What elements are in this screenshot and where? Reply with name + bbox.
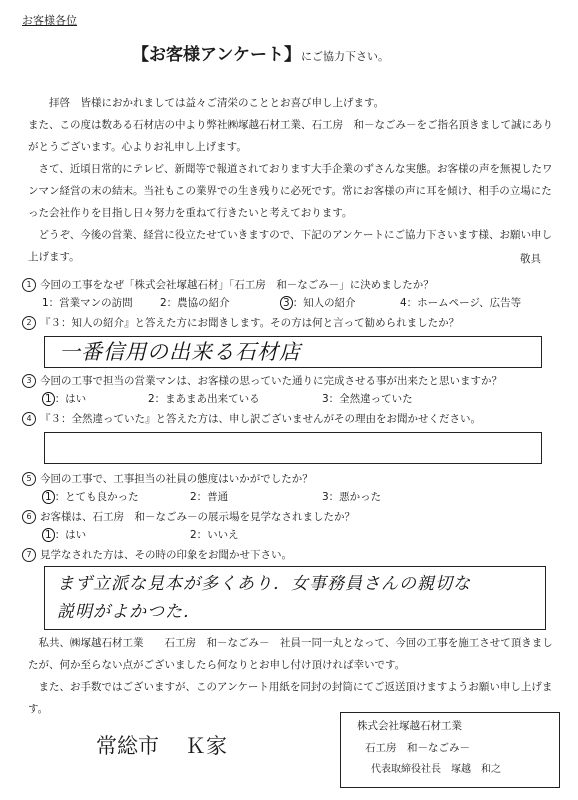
survey-title (132, 40, 389, 65)
q3-option-1-label: ：はい (54, 393, 87, 405)
selected-mark: 1 (42, 392, 55, 406)
q5-option-3[interactable]: 3：悪かった (322, 491, 382, 503)
title-suffix: にご協力下さい。 (300, 50, 389, 63)
closing-word: 敬具 (520, 253, 541, 265)
q5-option-1-selected[interactable] (42, 490, 139, 504)
question-6 (22, 510, 355, 524)
question-number: 4 (22, 412, 36, 426)
signature-representative: 代表取締役社長 塚越 和之 (371, 764, 501, 775)
q7-answer-line1: まず立派な見本が多くあり．女事務員さんの親切な (57, 574, 471, 594)
q3-option-1-selected[interactable] (42, 392, 86, 406)
customer-family: Ｋ家 (185, 734, 227, 758)
salutation: お客様各位 (22, 14, 77, 27)
question-text: 今回の工事で、工事担当の社員の態度はいかがでしたか？ (40, 473, 313, 485)
q4-answer-box[interactable] (44, 432, 542, 464)
question-number: 5 (22, 472, 36, 486)
q1-option-3-label: ：知人の紹介 (292, 297, 356, 309)
q7-answer-line2: 説明がよかつた． (57, 602, 201, 622)
question-number: 2 (22, 316, 36, 330)
customer-city: 常総市 (96, 734, 159, 758)
q5-option-1-label: ：とても良かった (54, 491, 139, 503)
intro-p3: さて、近頃日常的にテレビ、新聞等で報道されております大手企業のずさんな実態。お客様の声を無視したワンマン経営の末の結末。当社もこの業界での生き残りに必死です。常にお客様の声に耳を傾け、相手の立場にたった会社作りを目指し日々努力を重ねて行きたいと考えております。 (28, 163, 553, 219)
signature-company: 株式会社塚越石材工業 (357, 720, 462, 732)
question-text: お客様は、石工房 和－なごみ－の展示場を見学なされましたか？ (40, 511, 355, 523)
intro-p4: どうぞ、今後の営業、経営に役立たせていきますので、下記のアンケートにご協力下さいます様、お願い申し上げます。 (28, 229, 552, 263)
q6-option-2[interactable]: 2：いいえ (190, 529, 239, 541)
question-1 (22, 278, 434, 292)
q2-answer: 一番信用の出来る石材店 (59, 340, 301, 364)
question-text: 今回の工事で担当の営業マンは、お客様の思っていた通りに完成させる事が出来たと思いますか？ (40, 375, 502, 387)
selected-mark: 1 (42, 490, 55, 504)
question-number: 6 (22, 510, 36, 524)
intro (28, 92, 556, 268)
q5-option-2[interactable]: 2：普通 (190, 491, 229, 503)
question-number: 1 (22, 278, 36, 292)
footer-text (28, 632, 556, 720)
q1-option-3-selected[interactable] (280, 296, 356, 310)
question-4 (22, 412, 481, 426)
question-2 (22, 316, 459, 330)
q6-option-1-label: ：はい (54, 529, 87, 541)
title-main: 【お客様アンケート】 (132, 45, 301, 65)
footer-p1: 私共、㈱塚越石材工業 石工房 和－なごみ－ 社員一同一丸となって、今回の工事を施工させて頂きましたが、何か至らない点がございましたら何なりとお申し付け頂ければ幸いです。 (28, 637, 553, 671)
q1-option-4[interactable]: 4：ホームページ、広告等 (400, 297, 522, 309)
q3-option-2[interactable]: 2：まあまあ出来ている (148, 393, 260, 405)
selected-mark: 3 (280, 296, 293, 310)
question-7 (22, 548, 292, 562)
q7-answer-box[interactable] (44, 566, 546, 630)
intro-p2: また、この度は数ある石材店の中より弊社㈱塚越石材工業、石工房 和－なごみ－をご指名頂きまして誠にありがとうございます。心よりお礼申し上げます。 (28, 119, 553, 153)
company-signature-box (340, 712, 560, 788)
signature-brand: 石工房 和－なごみ－ (365, 742, 470, 754)
customer-name (96, 730, 227, 760)
q1-option-2[interactable]: 2：農協の紹介 (160, 297, 230, 309)
selected-mark: 1 (42, 528, 55, 542)
footer-p2: また、お手数ではございますが、このアンケート用紙を同封の封筒にてご返送頂けますようお願い申し上げます。 (28, 681, 553, 715)
question-3 (22, 374, 502, 388)
q1-option-1[interactable]: 1：営業マンの訪問 (42, 297, 133, 309)
question-5 (22, 472, 313, 486)
q3-option-3[interactable]: 3：全然違っていた (322, 393, 413, 405)
question-text: 『３：全然違っていた』と答えた方は、申し訳ございませんがその理由をお聞かせください。 (40, 413, 481, 425)
question-text: 今回の工事をなぜ「株式会社塚越石材」「石工房 和－なごみ－」に決めましたか？ (40, 279, 434, 291)
question-text: 見学なされた方は、その時の印象をお聞かせ下さい。 (40, 549, 292, 561)
question-text: 『３：知人の紹介』と答えた方にお聞きします。その方は何と言って勧められましたか？ (40, 317, 460, 329)
intro-p1: 拝啓 皆様におかれましては益々ご清栄のこととお喜び申し上げます。 (49, 97, 385, 109)
question-number: 7 (22, 548, 36, 562)
question-number: 3 (22, 374, 36, 388)
q6-option-1-selected[interactable] (42, 528, 86, 542)
q2-answer-box[interactable] (44, 336, 542, 368)
